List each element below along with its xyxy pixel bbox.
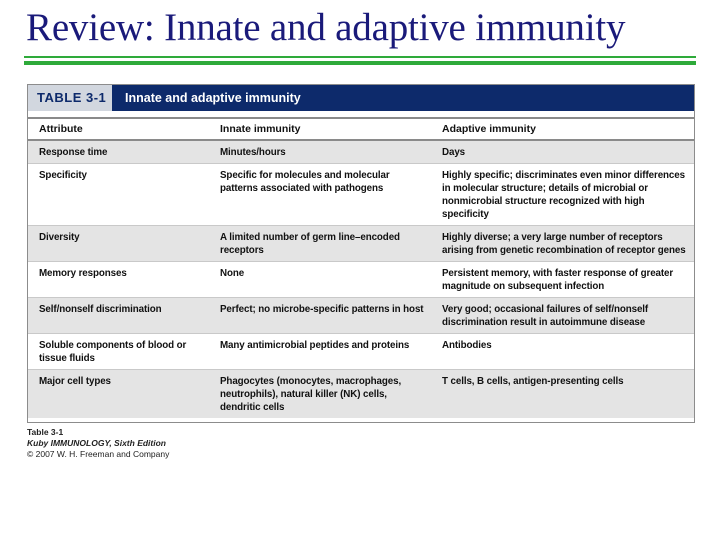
row-innate: Perfect; no microbe-specific patterns in host [220, 304, 424, 315]
row-adaptive: T cells, B cells, antigen-presenting cells [442, 376, 624, 387]
column-header-row [28, 117, 694, 141]
row-adaptive: Days [442, 147, 466, 158]
row-attribute: Specificity [39, 170, 87, 181]
citation-book-title: Kuby IMMUNOLOGY, Sixth Edition [27, 438, 166, 448]
table-row [28, 333, 694, 369]
row-innate: Phagocytes (monocytes, macrophages, neutrophils), natural killer (NK) cells, dendritic cells [220, 376, 402, 413]
row-attribute: Memory responses [39, 268, 127, 279]
table-number: TABLE 3-1 [28, 85, 112, 111]
table-citation [27, 427, 169, 460]
row-innate: Specific for molecules and molecular patterns associated with pathogens [220, 170, 390, 194]
row-adaptive: Persistent memory, with faster response of greater magnitude on subsequent infection [442, 268, 674, 292]
citation-copyright: © 2007 W. H. Freeman and Company [27, 449, 170, 459]
row-attribute: Diversity [39, 232, 80, 243]
table-row [28, 141, 694, 163]
row-innate: None [220, 268, 245, 279]
column-header-innate: Innate immunity [220, 122, 301, 135]
slide-title: Review: Innate and adaptive immunity [26, 6, 626, 49]
row-attribute: Response time [39, 147, 108, 158]
row-innate: A limited number of germ line–encoded receptors [220, 232, 400, 256]
row-adaptive: Highly specific; discriminates even minor differences in molecular structure; details of microbial or nonmicrobial structure recognized with high specificity [442, 170, 685, 220]
table-bottom-edge [28, 418, 694, 422]
title-underline-thin [24, 56, 696, 58]
row-innate: Minutes/hours [220, 147, 286, 158]
row-adaptive: Antibodies [442, 340, 492, 351]
table-row [28, 163, 694, 225]
row-adaptive: Very good; occasional failures of self/nonself discrimination result in autoimmune disease [442, 304, 649, 328]
table-row [28, 369, 694, 418]
row-innate: Many antimicrobial peptides and proteins [220, 340, 410, 351]
row-attribute: Major cell types [39, 376, 111, 387]
table-row [28, 225, 694, 261]
table-caption: Innate and adaptive immunity [125, 91, 301, 105]
row-adaptive: Highly diverse; a very large number of receptors arising from genetic recombination of receptor genes [442, 232, 686, 256]
row-attribute: Soluble components of blood or tissue fluids [39, 340, 187, 364]
immunity-table [27, 84, 695, 423]
title-underline-thick [24, 61, 696, 65]
row-attribute: Self/nonself discrimination [39, 304, 162, 315]
table-header-band [28, 85, 694, 111]
column-header-adaptive: Adaptive immunity [442, 122, 536, 135]
citation-table-label: Table 3-1 [27, 427, 64, 437]
table-row [28, 297, 694, 333]
column-header-attribute: Attribute [39, 122, 83, 135]
table-row [28, 261, 694, 297]
